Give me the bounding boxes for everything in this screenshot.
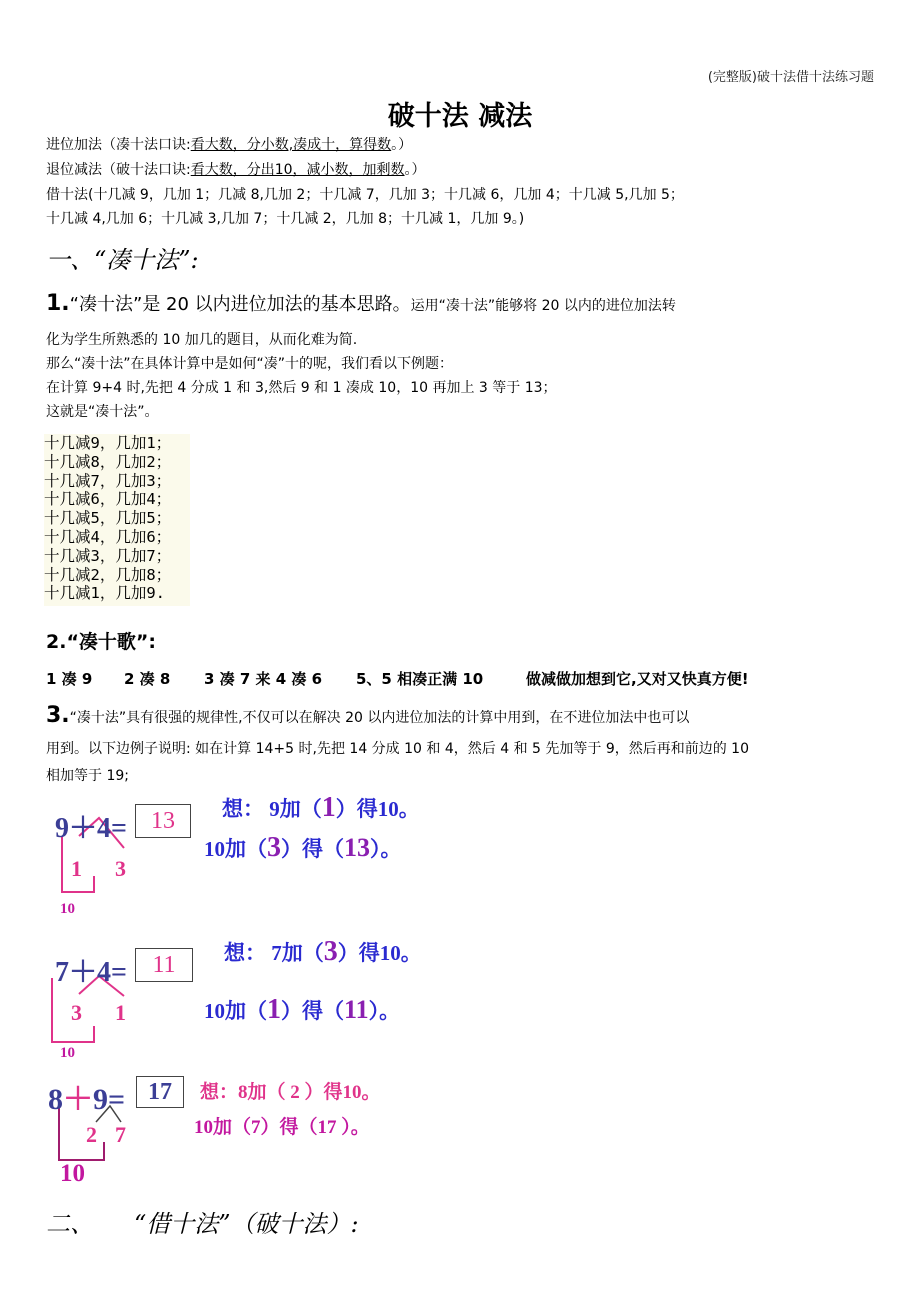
example-1-split-b: 3 [115,856,126,881]
page-title: 破十法 减法 [387,101,533,132]
example-2-split-a: 3 [71,1000,82,1025]
jieshi-line-1: 借十法(十几减 9，几加 1；几减 8,几加 2；十几减 7，几加 3；十几减 6，几加 4；十几减 5,几加 5； [46,187,684,203]
example-3-ten: 10 [60,1160,85,1187]
table-row: 十几减9，几加1； [44,434,172,452]
table-row: 十几减8，几加2； [44,452,172,471]
table-row: 十几减2，几加8； [44,565,172,584]
paragraph-3-line-3: 相加等于 19; [46,768,129,784]
table-row: 十几减6，几加4； [44,490,172,509]
example-3-split-a: 2 [86,1122,97,1147]
song-item: 做减做加想到它,又对又快真方便! [526,670,749,688]
section-2-heading: 二、 “借十法”（破十法）: [46,1210,359,1238]
example-2-split-b: 1 [115,1000,126,1025]
example-2-ten: 10 [60,1045,75,1061]
table-row: 十几减1，几加9. [44,584,165,603]
tuiwei-rule-line: 退位减法（破十法口诀:看大数，分出10，减小数，加剩数。） [46,162,426,178]
example-3-think-line: 想：8加（ 2 ）得10。 [200,1082,381,1103]
example-1-equation: 9＋4= [55,813,127,844]
example-1-answer-box: 13 [135,804,191,838]
example-3-equation: 8＋9= [48,1083,126,1116]
section-1-heading: 一、“凑十法”: [46,246,199,274]
example-1-think-line: 想： 9加（1）得10。 [222,792,420,823]
example-2-think-line: 想： 7加（3）得10。 [224,936,422,967]
paragraph-3-line-2: 用到。以下边例子说明: 如在计算 14+5 时,先把 14 分成 10 和 4，然后 4 和 5 先加等于 9，然后再和前边的 10 [46,741,749,757]
paragraph-1-line-2: 化为学生所熟悉的 10 加几的题目，从而化难为简. [46,332,358,348]
example-2-second-line: 10加（1）得（11）。 [204,994,401,1025]
example-3-split-b: 7 [115,1122,126,1147]
table-row: 十几减3，几加7； [44,546,172,565]
song-item: 2 凑 8 [124,670,171,688]
example-1-ten: 10 [60,901,75,917]
paragraph-2-heading: 2.“凑十歌”: [46,631,157,653]
paragraph-3-line-1: 3.“凑十法”具有很强的规律性,不仅可以在解决 20 以内进位加法的计算中用到，在不进位加法中也可以 [46,703,690,728]
jieshi-line-2: 十几减 4,几加 6；十几减 3,几加 7；十几减 2，几加 8；十几减 1，几加 9。) [46,211,525,227]
example-2-answer-box: 11 [135,948,193,982]
document-header: (完整版)破十法借十法练习题 [707,70,874,85]
song-item: 1 凑 9 [46,670,93,688]
example-1-split-a: 1 [71,856,82,881]
paragraph-1-line-3: 那么“凑十法”在具体计算中是如何“凑”十的呢，我们看以下例题： [46,356,454,372]
example-3-second-line: 10加（7）得（17 ）。 [194,1117,370,1138]
table-row: 十几减5，几加5； [44,509,172,528]
paragraph-1-lead: 1.“凑十法”是 20 以内进位加法的基本思路。运用“凑十法”能够将 20 以内的进位加法转 [46,291,676,316]
example-1-second-line: 10加（3）得（13）。 [204,832,402,863]
paragraph-1-line-4: 在计算 9+4 时,先把 4 分成 1 和 3,然后 9 和 1 凑成 10，10 再加上 3 等于 13； [46,380,557,396]
example-2-equation: 7＋4= [55,957,127,988]
paragraph-1-line-5: 这就是“凑十法”。 [46,404,159,420]
song-item: 5、5 相凑正满 10 [356,670,484,688]
table-row: 十几减4，几加6； [44,527,172,546]
jinwei-rule-line: 进位加法（凑十法口诀:看大数，分小数,凑成十，算得数。） [46,137,413,153]
example-3-answer-box: 17 [136,1076,184,1108]
song-item: 3 凑 7 来 4 凑 6 [204,670,323,688]
table-row: 十几减7，几加3； [44,471,172,490]
